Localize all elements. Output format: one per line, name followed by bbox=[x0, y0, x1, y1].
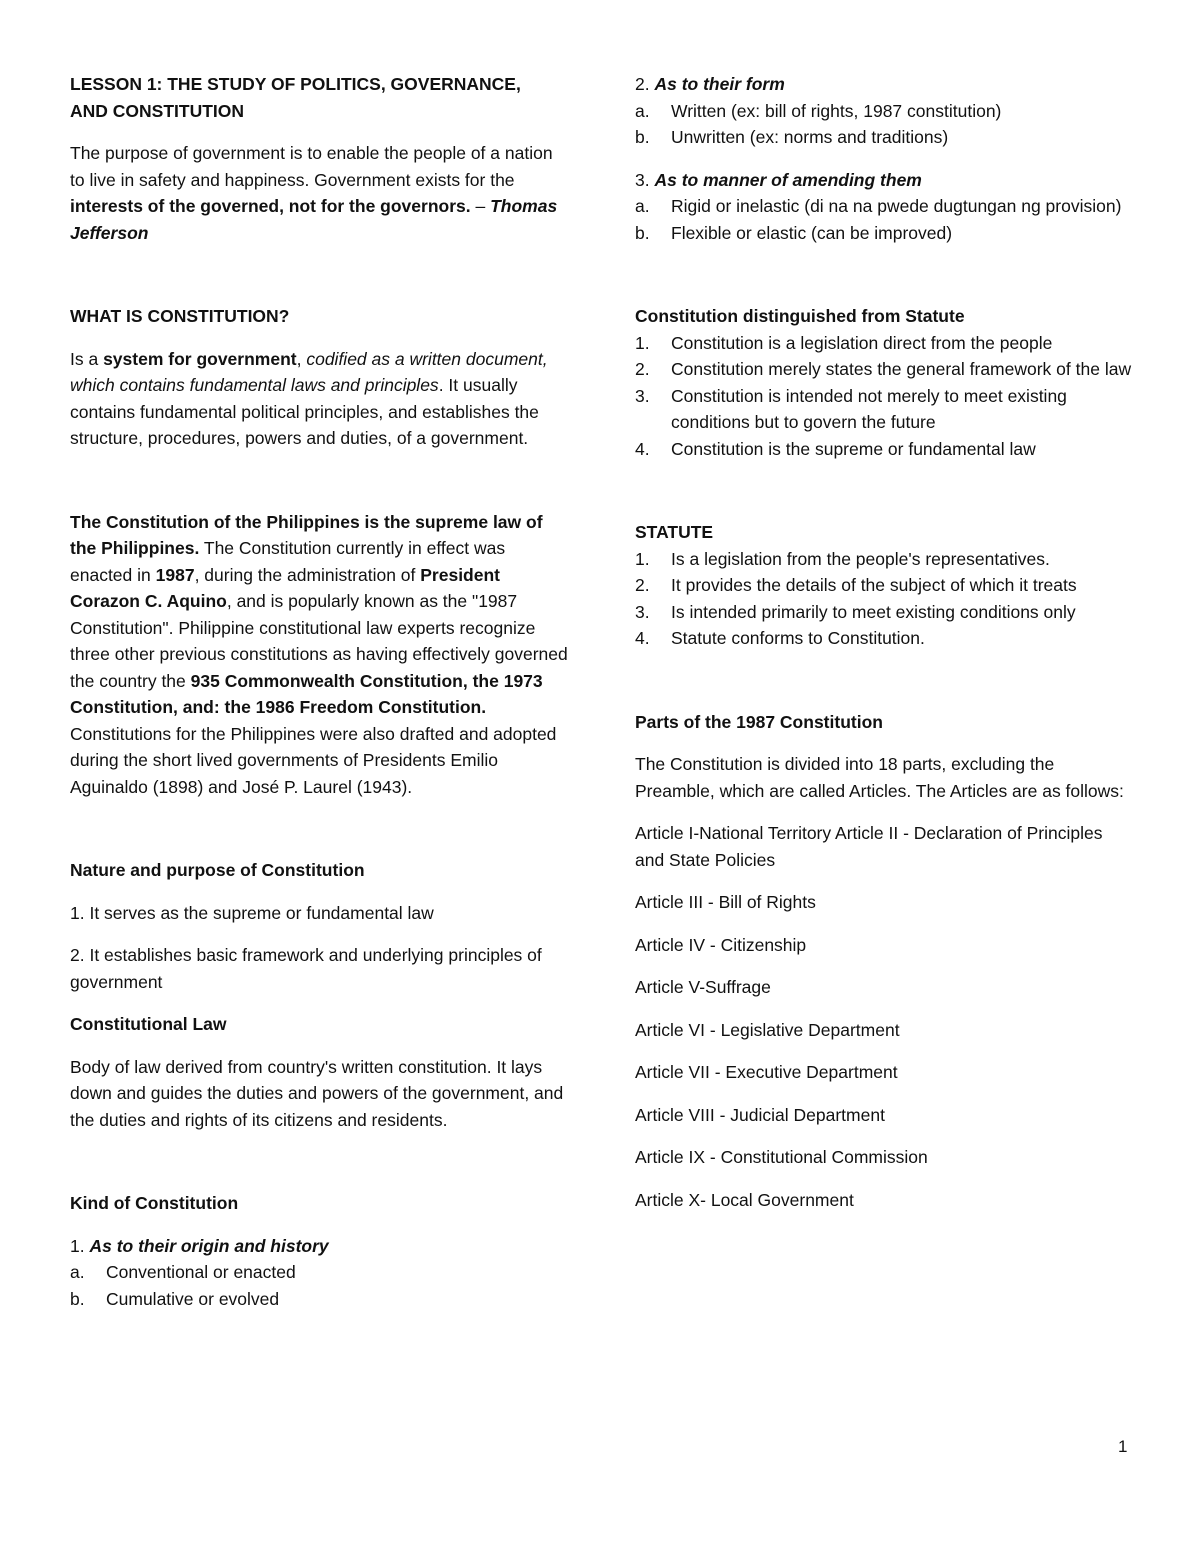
what-is-constitution-heading: WHAT IS CONSTITUTION? bbox=[70, 306, 290, 326]
list-marker: 2. bbox=[635, 575, 650, 595]
what-text-3: . It usually contains fundamental political principles, and establishes the structure, procedures, powers and duties, of a government. bbox=[70, 375, 539, 448]
nature-item-1: 1. It serves as the supreme or fundamental law bbox=[70, 902, 434, 923]
list-text: Is a legislation from the people's representatives. bbox=[671, 548, 1050, 569]
kind-3-heading bbox=[635, 167, 1135, 194]
list-marker: 4. bbox=[635, 438, 650, 459]
quote-bold: interests of the governed, not for the governors. bbox=[70, 196, 471, 216]
jefferson-quote bbox=[70, 140, 570, 246]
quote-text: The purpose of government is to enable the people of a nation to live in safety and happiness. Government exists for the bbox=[70, 143, 553, 190]
lesson-title-line2: AND CONSTITUTION bbox=[70, 100, 245, 121]
lesson-title-line1: LESSON 1: THE STUDY OF POLITICS, GOVERNANCE, bbox=[70, 74, 521, 94]
article-item: Article I-National Territory Article II - Declaration of Principles and State Policies bbox=[635, 823, 1103, 870]
list-item bbox=[635, 356, 1135, 383]
constitutional-law-paragraph: Body of law derived from country's written constitution. It lays down and guides the duties and powers of the government, and the duties and rights of its citizens and residents. bbox=[70, 1056, 564, 1130]
list-marker: b. bbox=[635, 222, 650, 243]
philippine-constitution-paragraph bbox=[70, 509, 570, 801]
list-item bbox=[635, 572, 1135, 599]
list-text: Is intended primarily to meet existing conditions only bbox=[671, 601, 1076, 622]
parts-heading: Parts of the 1987 Constitution bbox=[635, 711, 883, 732]
ph-text-2: , during the administration of bbox=[194, 564, 421, 585]
quote-dash: – bbox=[470, 196, 491, 216]
parts-intro: The Constitution is divided into 18 parts, excluding the Preamble, which are called Articles. The Articles are as follows: bbox=[635, 754, 1124, 801]
list-text: Constitution merely states the general framework of the law bbox=[671, 359, 1132, 379]
list-marker: 1. bbox=[635, 332, 650, 353]
list-marker: a. bbox=[635, 100, 650, 121]
list-marker: 4. bbox=[635, 628, 650, 648]
list-item bbox=[635, 546, 1135, 573]
article-item: Article VII - Executive Department bbox=[635, 1062, 898, 1082]
list-text: Constitution is intended not merely to meet existing conditions but to govern the future bbox=[671, 385, 1067, 432]
list-item bbox=[635, 124, 1135, 151]
list-item bbox=[635, 193, 1135, 220]
list-marker: 3. bbox=[635, 601, 650, 622]
list-item bbox=[635, 625, 1135, 652]
left-column bbox=[70, 71, 570, 1312]
list-marker: a. bbox=[635, 196, 650, 216]
article-item: Article V-Suffrage bbox=[635, 977, 771, 997]
article-item: Article VI - Legislative Department bbox=[635, 1019, 900, 1040]
what-is-constitution-paragraph bbox=[70, 346, 570, 452]
list-text: Statute conforms to Constitution. bbox=[671, 628, 925, 648]
ph-bold-1: The Constitution of the Philippines is the supreme law of the Philippines. bbox=[70, 511, 543, 558]
what-italic: codified as a written document, which contains fundamental laws and principles bbox=[70, 348, 548, 395]
what-text-1: Is a bbox=[70, 348, 104, 369]
kind-1-number: 1. bbox=[70, 1235, 90, 1256]
list-marker: b. bbox=[70, 1288, 85, 1309]
page-number: 1 bbox=[1118, 1437, 1128, 1456]
kind-of-constitution-heading: Kind of Constitution bbox=[70, 1193, 239, 1213]
lesson-title bbox=[70, 71, 570, 124]
ph-text-1: The Constitution currently in effect was enacted in bbox=[70, 538, 506, 585]
list-item bbox=[70, 1286, 570, 1313]
list-marker: 2. bbox=[635, 359, 650, 379]
kind-2-heading bbox=[635, 71, 1135, 98]
kind-1-label: As to their origin and history bbox=[89, 1235, 329, 1256]
distinguished-list bbox=[635, 330, 1135, 463]
list-marker: 1. bbox=[635, 548, 650, 569]
list-item bbox=[635, 220, 1135, 247]
ph-bold-3: President Corazon C. Aquino bbox=[70, 564, 500, 611]
ph-text-4: Constitutions for the Philippines were also drafted and adopted during the short lived governments of Presidents Emilio Aguinaldo (1898) and José P. Laurel (1943). bbox=[70, 723, 557, 797]
list-text: Constitution is the supreme or fundamental law bbox=[671, 438, 1036, 459]
constitutional-law-heading: Constitutional Law bbox=[70, 1014, 227, 1034]
list-text: Flexible or elastic (can be improved) bbox=[671, 222, 953, 243]
kind-3-number: 3. bbox=[635, 169, 655, 190]
what-text-2: , bbox=[296, 348, 307, 369]
kind-3-label: As to manner of amending them bbox=[654, 169, 922, 190]
list-text: Rigid or inelastic (di na na pwede dugtungan ng provision) bbox=[671, 196, 1122, 216]
article-item: Article IV - Citizenship bbox=[635, 934, 807, 955]
list-item bbox=[635, 383, 1135, 436]
statute-heading: STATUTE bbox=[635, 522, 714, 542]
list-item bbox=[635, 436, 1135, 463]
list-text: It provides the details of the subject of which it treats bbox=[671, 575, 1077, 595]
list-text: Constitution is a legislation direct from the people bbox=[671, 332, 1053, 353]
kind-2-label: As to their form bbox=[654, 74, 785, 94]
list-text: Cumulative or evolved bbox=[106, 1288, 280, 1309]
list-item bbox=[635, 599, 1135, 626]
list-marker: a. bbox=[70, 1262, 85, 1282]
what-bold: system for government bbox=[103, 348, 297, 369]
article-item: Article III - Bill of Rights bbox=[635, 892, 816, 912]
nature-purpose-heading: Nature and purpose of Constitution bbox=[70, 860, 365, 880]
kind-1-heading bbox=[70, 1233, 570, 1260]
kind-1-list bbox=[70, 1259, 570, 1312]
list-item bbox=[70, 1259, 570, 1286]
kind-2-list bbox=[635, 98, 1135, 151]
list-item bbox=[635, 98, 1135, 125]
quote-author: Thomas Jefferson bbox=[70, 196, 558, 243]
ph-bold-2: 1987 bbox=[155, 564, 195, 585]
list-text: Written (ex: bill of rights, 1987 constitution) bbox=[671, 100, 1002, 121]
kind-3-list bbox=[635, 193, 1135, 246]
article-item: Article VIII - Judicial Department bbox=[635, 1104, 885, 1125]
article-item: Article IX - Constitutional Commission bbox=[635, 1147, 928, 1167]
kind-2-number: 2. bbox=[635, 74, 655, 94]
article-item: Article X- Local Government bbox=[635, 1189, 854, 1210]
list-text: Unwritten (ex: norms and traditions) bbox=[671, 127, 949, 147]
list-item bbox=[635, 330, 1135, 357]
ph-text-3: , and is popularly known as the "1987 Constitution". Philippine constitutional law experts recognize three other previous constitutions as having effectively governed the country the bbox=[70, 591, 568, 691]
list-text: Conventional or enacted bbox=[106, 1262, 296, 1282]
right-column bbox=[635, 71, 1135, 1213]
distinguished-heading: Constitution distinguished from Statute bbox=[635, 306, 965, 326]
statute-list bbox=[635, 546, 1135, 652]
ph-bold-4: 935 Commonwealth Constitution, the 1973 Constitution, and: the 1986 Freedom Constitution. bbox=[70, 670, 543, 717]
list-marker: b. bbox=[635, 127, 650, 147]
list-marker: 3. bbox=[635, 385, 650, 406]
nature-item-2: 2. It establishes basic framework and underlying principles of government bbox=[70, 945, 542, 992]
